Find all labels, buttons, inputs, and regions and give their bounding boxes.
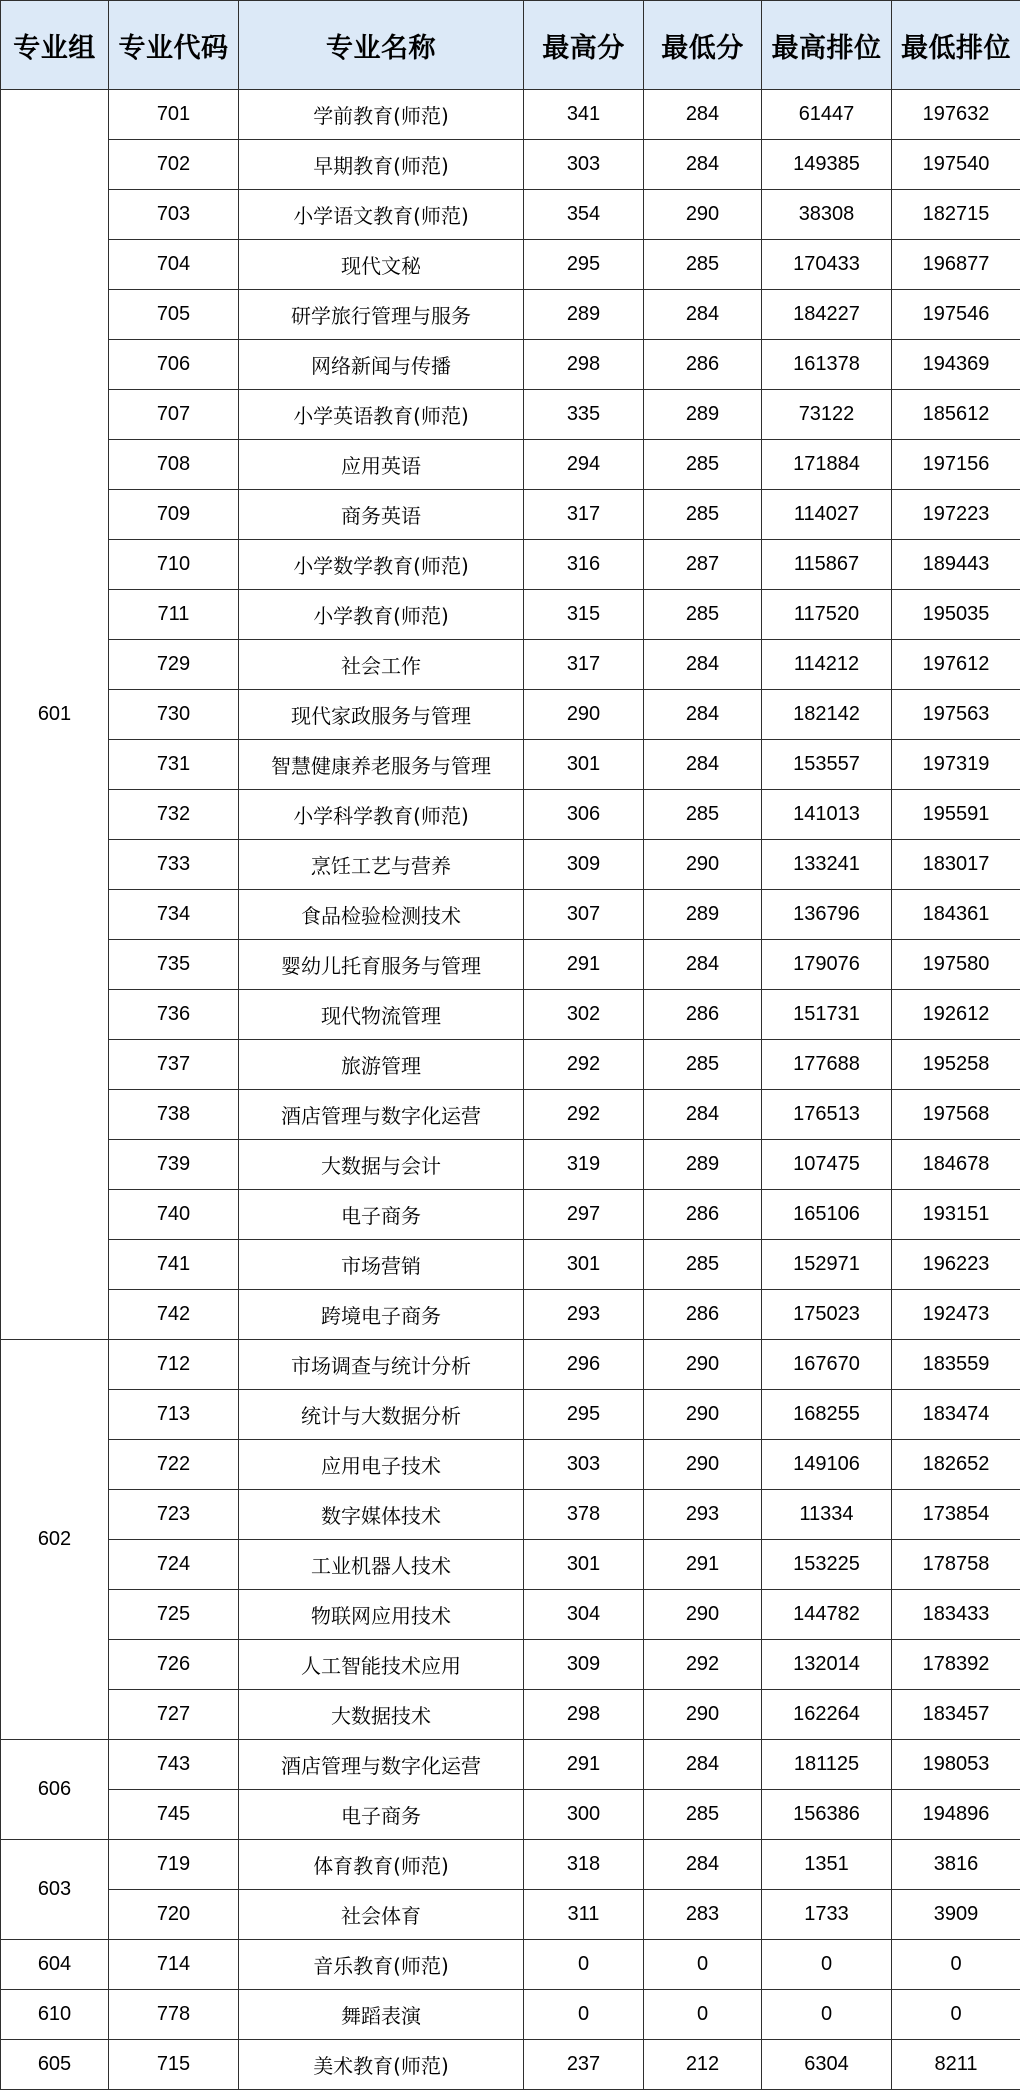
table-row [1,1640,1020,1690]
highest-rank-cell: 0 [762,1940,892,1990]
highest-rank-cell: 161378 [762,340,892,390]
table-row [1,1890,1020,1940]
highest-rank-cell: 1733 [762,1890,892,1940]
major-code-cell: 707 [109,390,239,440]
major-code-cell: 740 [109,1190,239,1240]
max-score-cell: 291 [524,1740,644,1790]
major-code-cell: 702 [109,140,239,190]
max-score-cell: 315 [524,590,644,640]
table-row [1,540,1020,590]
min-score-cell: 285 [644,790,762,840]
major-name-cell: 现代家政服务与管理 [239,690,524,740]
highest-rank-cell: 117520 [762,590,892,640]
max-score-cell: 318 [524,1840,644,1890]
max-score-cell: 303 [524,140,644,190]
lowest-rank-cell: 184361 [892,890,1020,940]
major-code-cell: 722 [109,1440,239,1490]
highest-rank-cell: 165106 [762,1190,892,1240]
lowest-rank-cell: 197568 [892,1090,1020,1140]
major-name-cell: 社会工作 [239,640,524,690]
major-name-cell: 研学旅行管理与服务 [239,290,524,340]
table-row [1,1040,1020,1090]
major-name-cell: 网络新闻与传播 [239,340,524,390]
major-name-cell: 商务英语 [239,490,524,540]
table-row [1,1440,1020,1490]
major-code-cell: 703 [109,190,239,240]
highest-rank-cell: 115867 [762,540,892,590]
major-name-cell: 应用电子技术 [239,1440,524,1490]
table-row [1,340,1020,390]
lowest-rank-cell: 197632 [892,90,1020,140]
max-score-cell: 0 [524,1990,644,2040]
table-row [1,1140,1020,1190]
major-name-cell: 小学数学教育(师范) [239,540,524,590]
header-group: 专业组 [1,1,109,90]
major-code-cell: 708 [109,440,239,490]
min-score-cell: 212 [644,2040,762,2090]
major-code-cell: 731 [109,740,239,790]
highest-rank-cell: 184227 [762,290,892,340]
lowest-rank-cell: 195035 [892,590,1020,640]
major-name-cell: 现代物流管理 [239,990,524,1040]
lowest-rank-cell: 183017 [892,840,1020,890]
major-name-cell: 人工智能技术应用 [239,1640,524,1690]
major-name-cell: 跨境电子商务 [239,1290,524,1340]
table-body [1,90,1020,2090]
min-score-cell: 284 [644,1740,762,1790]
highest-rank-cell: 177688 [762,1040,892,1090]
max-score-cell: 306 [524,790,644,840]
max-score-cell: 341 [524,90,644,140]
max-score-cell: 293 [524,1290,644,1340]
table-row [1,140,1020,190]
table-row [1,1490,1020,1540]
header-max-score: 最高分 [524,1,644,90]
major-code-cell: 727 [109,1690,239,1740]
major-code-cell: 723 [109,1490,239,1540]
major-name-cell: 大数据与会计 [239,1140,524,1190]
max-score-cell: 294 [524,440,644,490]
group-cell: 606 [1,1740,109,1840]
table-row [1,1090,1020,1140]
group-cell: 610 [1,1990,109,2040]
max-score-cell: 298 [524,1690,644,1740]
table-row [1,890,1020,940]
major-name-cell: 电子商务 [239,1190,524,1240]
max-score-cell: 301 [524,740,644,790]
highest-rank-cell: 136796 [762,890,892,940]
group-cell: 601 [1,90,109,1340]
lowest-rank-cell: 185612 [892,390,1020,440]
min-score-cell: 284 [644,740,762,790]
max-score-cell: 300 [524,1790,644,1840]
major-name-cell: 工业机器人技术 [239,1540,524,1590]
highest-rank-cell: 38308 [762,190,892,240]
max-score-cell: 292 [524,1040,644,1090]
table-row [1,1940,1020,1990]
lowest-rank-cell: 0 [892,1990,1020,2040]
table-row [1,240,1020,290]
major-name-cell: 食品检验检测技术 [239,890,524,940]
max-score-cell: 0 [524,1940,644,1990]
lowest-rank-cell: 184678 [892,1140,1020,1190]
min-score-cell: 285 [644,490,762,540]
highest-rank-cell: 176513 [762,1090,892,1140]
major-code-cell: 701 [109,90,239,140]
major-code-cell: 735 [109,940,239,990]
max-score-cell: 290 [524,690,644,740]
lowest-rank-cell: 198053 [892,1740,1020,1790]
highest-rank-cell: 175023 [762,1290,892,1340]
highest-rank-cell: 144782 [762,1590,892,1640]
major-code-cell: 734 [109,890,239,940]
highest-rank-cell: 132014 [762,1640,892,1690]
table-row [1,1290,1020,1340]
table-row [1,2040,1020,2090]
table-row [1,990,1020,1040]
max-score-cell: 302 [524,990,644,1040]
major-code-cell: 711 [109,590,239,640]
table-header [1,1,1020,90]
min-score-cell: 285 [644,1790,762,1840]
major-code-cell: 778 [109,1990,239,2040]
major-name-cell: 舞蹈表演 [239,1990,524,2040]
max-score-cell: 295 [524,240,644,290]
max-score-cell: 298 [524,340,644,390]
table-row [1,1740,1020,1790]
lowest-rank-cell: 0 [892,1940,1020,1990]
lowest-rank-cell: 183474 [892,1390,1020,1440]
table-row [1,1340,1020,1390]
max-score-cell: 311 [524,1890,644,1940]
max-score-cell: 317 [524,490,644,540]
min-score-cell: 284 [644,140,762,190]
max-score-cell: 317 [524,640,644,690]
major-code-cell: 704 [109,240,239,290]
min-score-cell: 289 [644,1140,762,1190]
major-code-cell: 738 [109,1090,239,1140]
lowest-rank-cell: 182715 [892,190,1020,240]
table-row [1,940,1020,990]
lowest-rank-cell: 197546 [892,290,1020,340]
header-code: 专业代码 [109,1,239,90]
group-cell: 604 [1,1940,109,1990]
lowest-rank-cell: 183457 [892,1690,1020,1740]
lowest-rank-cell: 178758 [892,1540,1020,1590]
lowest-rank-cell: 197156 [892,440,1020,490]
major-code-cell: 710 [109,540,239,590]
lowest-rank-cell: 182652 [892,1440,1020,1490]
lowest-rank-cell: 197563 [892,690,1020,740]
highest-rank-cell: 152971 [762,1240,892,1290]
min-score-cell: 285 [644,590,762,640]
lowest-rank-cell: 3909 [892,1890,1020,1940]
major-code-cell: 715 [109,2040,239,2090]
major-code-cell: 730 [109,690,239,740]
highest-rank-cell: 182142 [762,690,892,740]
major-code-cell: 719 [109,1840,239,1890]
min-score-cell: 284 [644,640,762,690]
major-code-cell: 737 [109,1040,239,1090]
table-row [1,290,1020,340]
lowest-rank-cell: 8211 [892,2040,1020,2090]
lowest-rank-cell: 197612 [892,640,1020,690]
lowest-rank-cell: 173854 [892,1490,1020,1540]
min-score-cell: 291 [644,1540,762,1590]
lowest-rank-cell: 183433 [892,1590,1020,1640]
table-row [1,690,1020,740]
highest-rank-cell: 168255 [762,1390,892,1440]
table-row [1,1190,1020,1240]
table-row [1,740,1020,790]
max-score-cell: 296 [524,1340,644,1390]
min-score-cell: 285 [644,1040,762,1090]
min-score-cell: 290 [644,190,762,240]
min-score-cell: 290 [644,1690,762,1740]
table-row [1,1990,1020,2040]
highest-rank-cell: 107475 [762,1140,892,1190]
table-row [1,90,1020,140]
major-name-cell: 市场调查与统计分析 [239,1340,524,1390]
min-score-cell: 284 [644,1090,762,1140]
min-score-cell: 285 [644,1240,762,1290]
min-score-cell: 290 [644,840,762,890]
lowest-rank-cell: 194369 [892,340,1020,390]
highest-rank-cell: 114212 [762,640,892,690]
highest-rank-cell: 181125 [762,1740,892,1790]
min-score-cell: 290 [644,1390,762,1440]
lowest-rank-cell: 197540 [892,140,1020,190]
min-score-cell: 287 [644,540,762,590]
highest-rank-cell: 170433 [762,240,892,290]
highest-rank-cell: 149106 [762,1440,892,1490]
major-code-cell: 706 [109,340,239,390]
major-code-cell: 729 [109,640,239,690]
major-name-cell: 酒店管理与数字化运营 [239,1090,524,1140]
highest-rank-cell: 151731 [762,990,892,1040]
max-score-cell: 316 [524,540,644,590]
major-code-cell: 714 [109,1940,239,1990]
highest-rank-cell: 0 [762,1990,892,2040]
highest-rank-cell: 1351 [762,1840,892,1890]
table-row [1,790,1020,840]
highest-rank-cell: 141013 [762,790,892,840]
major-code-cell: 733 [109,840,239,890]
group-cell: 605 [1,2040,109,2090]
major-name-cell: 烹饪工艺与营养 [239,840,524,890]
lowest-rank-cell: 195258 [892,1040,1020,1090]
header-highest-rank: 最高排位 [762,1,892,90]
max-score-cell: 295 [524,1390,644,1440]
max-score-cell: 289 [524,290,644,340]
table-row [1,1390,1020,1440]
highest-rank-cell: 73122 [762,390,892,440]
lowest-rank-cell: 193151 [892,1190,1020,1240]
major-code-cell: 743 [109,1740,239,1790]
highest-rank-cell: 149385 [762,140,892,190]
major-name-cell: 智慧健康养老服务与管理 [239,740,524,790]
lowest-rank-cell: 197223 [892,490,1020,540]
lowest-rank-cell: 195591 [892,790,1020,840]
max-score-cell: 303 [524,1440,644,1490]
group-cell: 602 [1,1340,109,1740]
major-name-cell: 体育教育(师范) [239,1840,524,1890]
major-name-cell: 现代文秘 [239,240,524,290]
major-code-cell: 725 [109,1590,239,1640]
major-code-cell: 713 [109,1390,239,1440]
table-row [1,390,1020,440]
max-score-cell: 292 [524,1090,644,1140]
lowest-rank-cell: 183559 [892,1340,1020,1390]
table-row [1,490,1020,540]
min-score-cell: 285 [644,240,762,290]
table-row [1,1540,1020,1590]
lowest-rank-cell: 189443 [892,540,1020,590]
max-score-cell: 307 [524,890,644,940]
major-name-cell: 美术教育(师范) [239,2040,524,2090]
lowest-rank-cell: 194896 [892,1790,1020,1840]
lowest-rank-cell: 192612 [892,990,1020,1040]
header-min-score: 最低分 [644,1,762,90]
min-score-cell: 284 [644,690,762,740]
lowest-rank-cell: 192473 [892,1290,1020,1340]
table-row [1,1790,1020,1840]
lowest-rank-cell: 3816 [892,1840,1020,1890]
major-name-cell: 小学英语教育(师范) [239,390,524,440]
highest-rank-cell: 171884 [762,440,892,490]
min-score-cell: 285 [644,440,762,490]
table-row [1,590,1020,640]
major-name-cell: 大数据技术 [239,1690,524,1740]
max-score-cell: 301 [524,1540,644,1590]
major-name-cell: 小学教育(师范) [239,590,524,640]
header-lowest-rank: 最低排位 [892,1,1020,90]
major-name-cell: 旅游管理 [239,1040,524,1090]
max-score-cell: 301 [524,1240,644,1290]
major-code-cell: 745 [109,1790,239,1840]
min-score-cell: 0 [644,1940,762,1990]
highest-rank-cell: 167670 [762,1340,892,1390]
major-code-cell: 736 [109,990,239,1040]
min-score-cell: 284 [644,940,762,990]
table-row [1,640,1020,690]
major-name-cell: 小学语文教育(师范) [239,190,524,240]
min-score-cell: 284 [644,290,762,340]
table-row [1,1690,1020,1740]
group-cell: 603 [1,1840,109,1940]
highest-rank-cell: 156386 [762,1790,892,1840]
max-score-cell: 335 [524,390,644,440]
major-name-cell: 音乐教育(师范) [239,1940,524,1990]
table-row [1,1590,1020,1640]
major-name-cell: 社会体育 [239,1890,524,1940]
min-score-cell: 292 [644,1640,762,1690]
major-name-cell: 电子商务 [239,1790,524,1840]
highest-rank-cell: 133241 [762,840,892,890]
highest-rank-cell: 179076 [762,940,892,990]
table-row [1,840,1020,890]
table-row [1,1840,1020,1890]
major-name-cell: 应用英语 [239,440,524,490]
max-score-cell: 304 [524,1590,644,1640]
highest-rank-cell: 153225 [762,1540,892,1590]
major-code-cell: 709 [109,490,239,540]
lowest-rank-cell: 196877 [892,240,1020,290]
min-score-cell: 284 [644,90,762,140]
major-name-cell: 酒店管理与数字化运营 [239,1740,524,1790]
table-row [1,190,1020,240]
min-score-cell: 290 [644,1340,762,1390]
min-score-cell: 0 [644,1990,762,2040]
highest-rank-cell: 6304 [762,2040,892,2090]
min-score-cell: 293 [644,1490,762,1540]
major-name-cell: 市场营销 [239,1240,524,1290]
lowest-rank-cell: 197580 [892,940,1020,990]
highest-rank-cell: 153557 [762,740,892,790]
min-score-cell: 289 [644,390,762,440]
max-score-cell: 297 [524,1190,644,1240]
max-score-cell: 309 [524,840,644,890]
major-code-cell: 720 [109,1890,239,1940]
table-row [1,1240,1020,1290]
major-name-cell: 统计与大数据分析 [239,1390,524,1440]
min-score-cell: 286 [644,340,762,390]
max-score-cell: 319 [524,1140,644,1190]
table-row [1,440,1020,490]
major-name-cell: 数字媒体技术 [239,1490,524,1540]
major-name-cell: 学前教育(师范) [239,90,524,140]
max-score-cell: 291 [524,940,644,990]
min-score-cell: 290 [644,1440,762,1490]
major-name-cell: 物联网应用技术 [239,1590,524,1640]
major-code-cell: 742 [109,1290,239,1340]
major-name-cell: 早期教育(师范) [239,140,524,190]
max-score-cell: 309 [524,1640,644,1690]
header-name: 专业名称 [239,1,524,90]
max-score-cell: 237 [524,2040,644,2090]
highest-rank-cell: 162264 [762,1690,892,1740]
max-score-cell: 378 [524,1490,644,1540]
min-score-cell: 286 [644,1290,762,1340]
lowest-rank-cell: 178392 [892,1640,1020,1690]
lowest-rank-cell: 197319 [892,740,1020,790]
min-score-cell: 283 [644,1890,762,1940]
major-code-cell: 705 [109,290,239,340]
major-code-cell: 739 [109,1140,239,1190]
max-score-cell: 354 [524,190,644,240]
min-score-cell: 290 [644,1590,762,1640]
min-score-cell: 286 [644,990,762,1040]
major-name-cell: 婴幼儿托育服务与管理 [239,940,524,990]
header-row [1,1,1020,90]
highest-rank-cell: 114027 [762,490,892,540]
major-code-cell: 732 [109,790,239,840]
major-code-cell: 741 [109,1240,239,1290]
min-score-cell: 284 [644,1840,762,1890]
highest-rank-cell: 11334 [762,1490,892,1540]
major-code-cell: 712 [109,1340,239,1390]
highest-rank-cell: 61447 [762,90,892,140]
min-score-cell: 289 [644,890,762,940]
major-code-cell: 724 [109,1540,239,1590]
major-name-cell: 小学科学教育(师范) [239,790,524,840]
lowest-rank-cell: 196223 [892,1240,1020,1290]
major-code-cell: 726 [109,1640,239,1690]
min-score-cell: 286 [644,1190,762,1240]
